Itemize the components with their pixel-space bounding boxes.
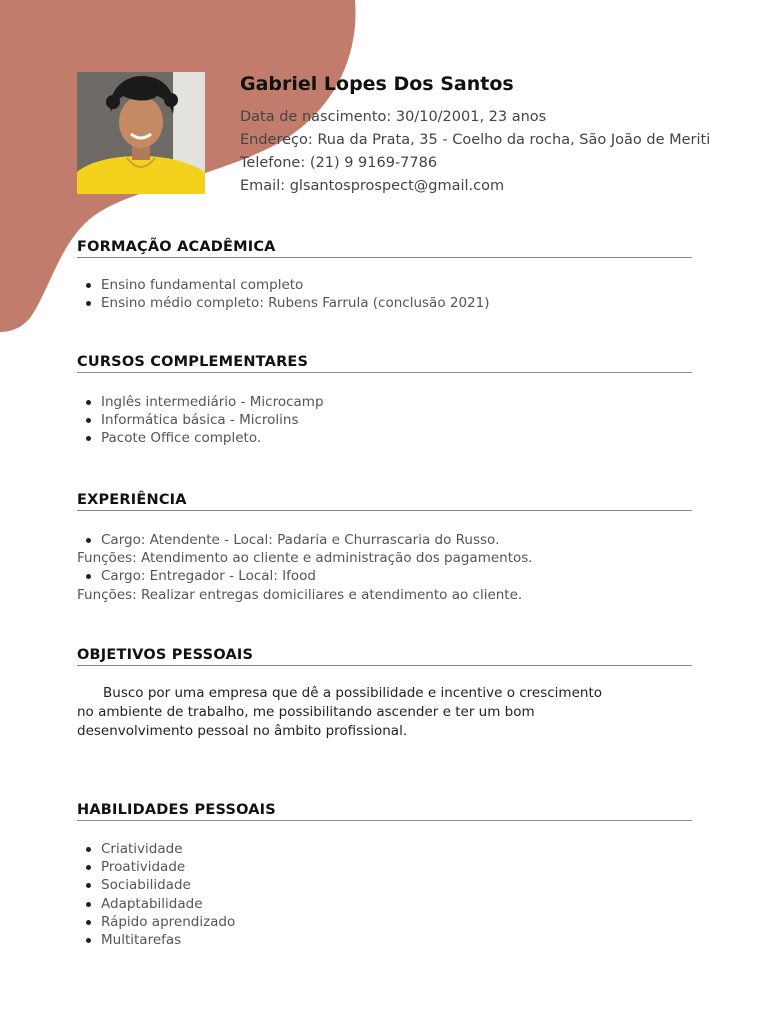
list-item: Pacote Office completo. [77, 429, 692, 447]
experience-section [77, 492, 692, 604]
paragraph-line: desenvolvimento pessoal no âmbito profissional. [77, 723, 408, 739]
birth-date: Data de nascimento: 30/10/2001, 23 anos [240, 109, 547, 125]
objectives-section [77, 647, 692, 741]
section-title: FORMAÇÃO ACADÊMICA [77, 239, 692, 258]
list-item: Rápido aprendizado [77, 913, 692, 931]
phone: Telefone: (21) 9 9169-7786 [240, 155, 438, 171]
list-item: Ensino fundamental completo [77, 276, 692, 294]
paragraph-line: no ambiente de trabalho, me possibilitando ascender e ter um bom [77, 704, 535, 720]
courses-section [77, 354, 692, 448]
paragraph-line: Busco por uma empresa que dê a possibilidade e incentive o crescimento [103, 685, 602, 701]
list-item: Proatividade [77, 858, 692, 876]
education-section [77, 239, 692, 312]
list-item: Multitarefas [77, 931, 692, 949]
candidate-name: Gabriel Lopes Dos Santos [240, 73, 514, 95]
email: Email: glsantosprospect@gmail.com [240, 178, 505, 194]
skills-section [77, 802, 692, 949]
section-title: HABILIDADES PESSOAIS [77, 802, 692, 821]
list-item: Cargo: Atendente - Local: Padaria e Churrascaria do Russo. [77, 531, 692, 549]
list-item: Criatividade [77, 840, 692, 858]
list-item: Ensino médio completo: Rubens Farrula (conclusão 2021) [77, 294, 692, 312]
section-title: OBJETIVOS PESSOAIS [77, 647, 692, 666]
list-item: Informática básica - Microlins [77, 411, 692, 429]
list-item: Cargo: Entregador - Local: Ifood [77, 567, 692, 585]
contact-info [240, 106, 710, 198]
job-functions: Funções: Atendimento ao cliente e administração dos pagamentos. [77, 550, 533, 567]
address: Endereço: Rua da Prata, 35 - Coelho da rocha, São João de Meriti [240, 132, 711, 148]
list-item: Adaptabilidade [77, 895, 692, 913]
profile-photo [77, 72, 205, 194]
list-item: Inglês intermediário - Microcamp [77, 393, 692, 411]
section-title: EXPERIÊNCIA [77, 492, 692, 511]
section-title: CURSOS COMPLEMENTARES [77, 354, 692, 373]
job-functions: Funções: Realizar entregas domiciliares e atendimento ao cliente. [77, 586, 523, 603]
list-item: Sociabilidade [77, 876, 692, 894]
